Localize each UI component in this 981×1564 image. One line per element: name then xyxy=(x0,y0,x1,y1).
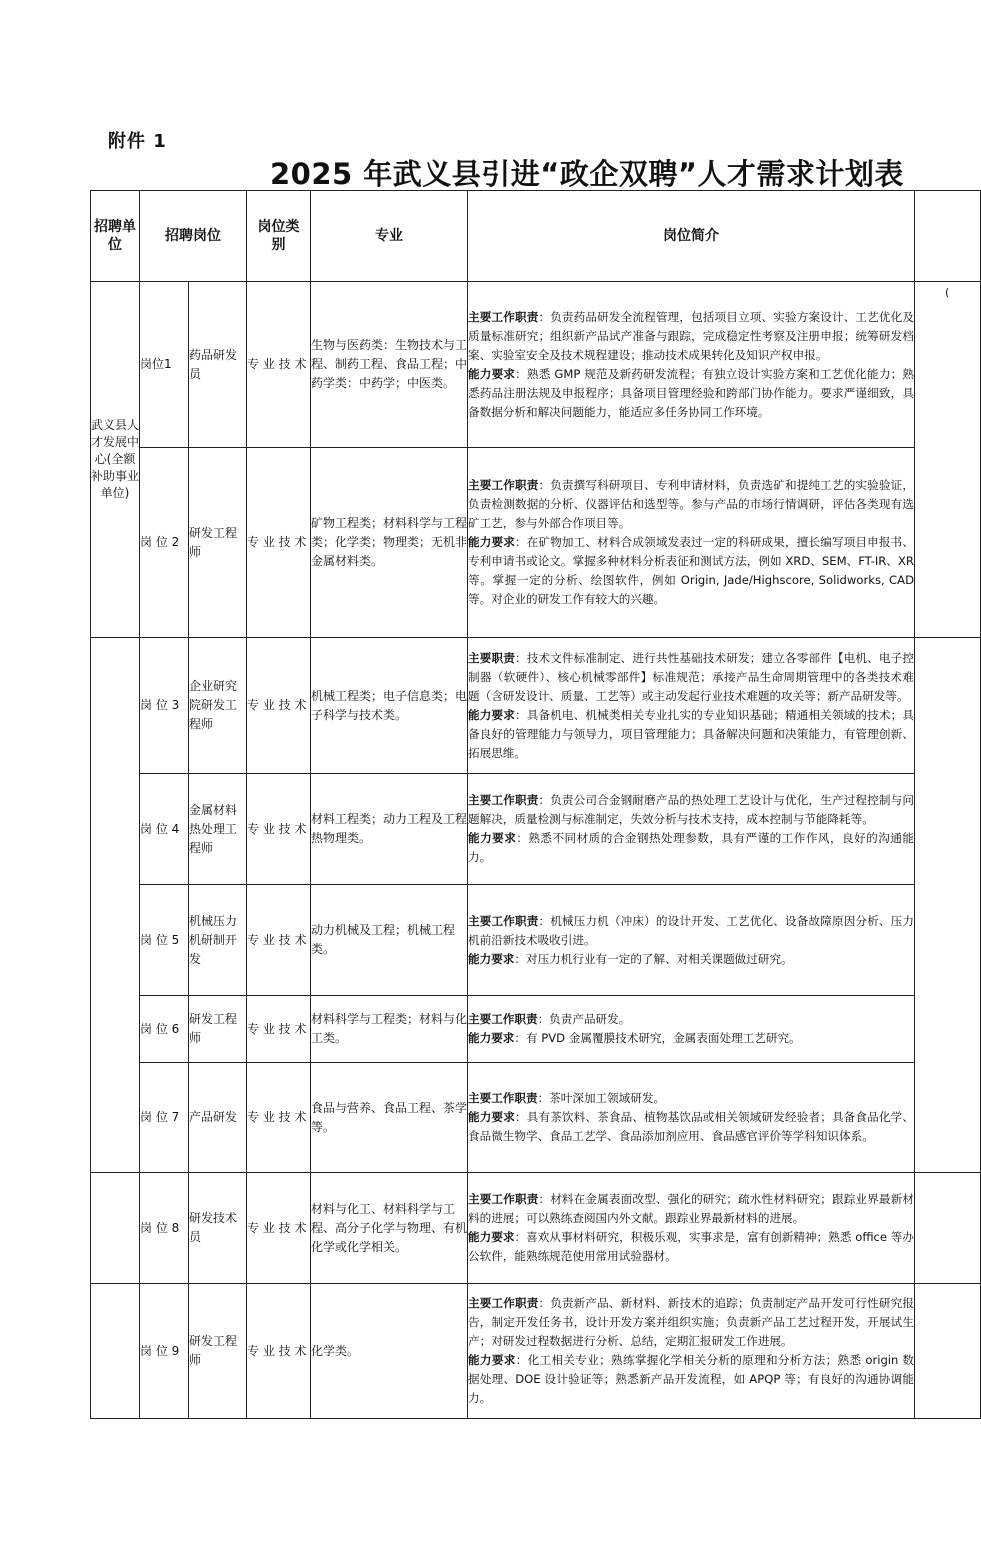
col-header-category: 岗位类别 xyxy=(247,191,311,282)
duty-text: ：技术文件标准制定、进行共性基础技术研发；建立各零部件【电机、电子控制器（软硬件）、核心机械零部件】标准规范；承接产品生命周期管理中的各类技术难题（含研发设计、质量、工艺等）或主动发起行业技术难题的攻关等；新产品研发等。 xyxy=(468,650,914,703)
requirement-text: ：在矿物加工、材料合成领域发表过一定的科研成果，擅长编写项目申报书、专利申请书或论文。掌握多种材料分析表征和测试方法，例如 XRD、SEM、FT-IR、XR 等。掌握一定的分析、绘图软件，例如 Origin, Jade/Highscore, Solidworks, CAD 等。对企业的研发工作有较大的兴趣。 xyxy=(468,535,914,606)
requirement-label: 能力要求 xyxy=(468,831,517,845)
table-row xyxy=(91,282,981,448)
extra-cell xyxy=(915,638,981,1173)
post-category: 专 业 技 术 xyxy=(247,885,311,996)
unit-cell: 武义县人才发展中心(全额补助事业单位) xyxy=(91,282,140,638)
post-major: 矿物工程类；材料科学与工程类；化学类；物理类；无机非金属材料类。 xyxy=(311,448,468,638)
extra-cell xyxy=(915,1284,981,1419)
post-name: 研发工程师 xyxy=(189,448,247,638)
requirement-text: ：熟悉 GMP 规范及新药研发流程；有独立设计实验方案和工艺优化能力；熟悉药品注册法规及申报程序；具备项目管理经验和跨部门协作能力。要求严谨细致，具备数据分析和解决问题能力，能适应多任务协同工作环境。 xyxy=(468,366,914,419)
duty-text: ：负责药品研发全流程管理，包括项目立项、实验方案设计、工艺优化及质量标准研究；组织新产品试产准备与跟踪，完成稳定性考察及注册申报；统筹研发档案、实验室安全及技术规程建设；推动技术成果转化及知识产权申报。 xyxy=(468,309,914,362)
post-major: 材料工程类；动力工程及工程热物理类。 xyxy=(311,774,468,885)
duty-text: ：机械压力机（冲床）的设计开发、工艺优化、设备故障原因分析、压力机前沿新技术吸收引进。 xyxy=(468,913,914,947)
post-major: 食品与营养、食品工程、茶学等。 xyxy=(311,1063,468,1173)
post-major: 动力机械及工程；机械工程类。 xyxy=(311,885,468,996)
requirement-label: 能力要求 xyxy=(468,535,515,549)
table-row xyxy=(91,774,981,885)
post-category: 专 业 技 术 xyxy=(247,1284,311,1419)
col-header-unit: 招聘单位 xyxy=(91,191,140,282)
post-category: 专 业 技 术 xyxy=(247,996,311,1063)
recruitment-table xyxy=(90,190,981,1419)
duty-label: 主要职责 xyxy=(468,650,515,665)
table-row xyxy=(91,448,981,638)
post-number: 岗 位 6 xyxy=(140,996,189,1063)
requirement-label: 能力要求 xyxy=(468,951,515,966)
table-row xyxy=(91,1063,981,1173)
col-header-description: 岗位简介 xyxy=(468,191,915,282)
col-header-extra xyxy=(915,191,981,282)
duty-text: ：茶叶深加工领域研发。 xyxy=(537,1091,666,1105)
duty-text: ：负责产品研发。 xyxy=(537,1012,631,1026)
duty-label: 主要工作职责 xyxy=(468,1296,539,1310)
table-row xyxy=(91,1173,981,1284)
table-row xyxy=(91,1284,981,1419)
requirement-text: ：具备机电、机械类相关专业扎实的专业知识基础；精通相关领域的技术；具备良好的管理能力与领导力，项目管理能力；具备解决问题和决策能力，有管理创新、拓展思维。 xyxy=(468,707,914,760)
post-major: 材料与化工、材料科学与工程、高分子化学与物理、有机化学或化学相关。 xyxy=(311,1173,468,1284)
post-description xyxy=(468,1173,915,1284)
post-description xyxy=(468,448,915,638)
post-name: 机械压力机研制开发 xyxy=(189,885,247,996)
requirement-label: 能力要求 xyxy=(468,707,515,722)
post-major: 生物与医药类：生物技术与工程、制药工程、食品工程；中药学类：中药学；中医类。 xyxy=(311,282,468,448)
requirement-label: 能力要求 xyxy=(468,1353,516,1367)
requirement-text: ：有 PVD 金属覆膜技术研究，金属表面处理工艺研究。 xyxy=(514,1031,801,1045)
post-description xyxy=(468,885,915,996)
edge-mark: ( xyxy=(915,282,981,638)
duty-text: ：负责撰写科研项目、专利申请材料，负责选矿和提纯工艺的实验验证，负责检测数据的分析、仪器评估和选型等。参与产品的市场行情调研，评估各类现有选矿工艺，参与外部合作项目等。 xyxy=(468,478,914,530)
unit-cell-empty xyxy=(91,638,140,1173)
requirement-text: ：熟悉不同材质的合金钢热处理参数，具有严谨的工作作风，良好的沟通能力。 xyxy=(468,831,914,864)
post-number: 岗 位 8 xyxy=(140,1173,189,1284)
unit-cell-empty xyxy=(91,1284,140,1419)
post-major: 化学类。 xyxy=(311,1284,468,1419)
post-number: 岗 位 4 xyxy=(140,774,189,885)
post-number: 岗 位 3 xyxy=(140,638,189,774)
extra-cell xyxy=(915,1173,981,1284)
post-category: 专 业 技 术 xyxy=(247,448,311,638)
duty-text: ：负责公司合金钢耐磨产品的热处理工艺设计与优化，生产过程控制与问题解决，质量检测与标准制定，失效分析与技术支持，成本控制与节能降耗等。 xyxy=(468,793,914,826)
duty-label: 主要工作职责 xyxy=(468,1091,538,1105)
duty-label: 主要工作职责 xyxy=(468,793,539,807)
duty-label: 主要工作职责 xyxy=(468,913,539,928)
requirement-label: 能力要求 xyxy=(468,1230,515,1244)
post-description xyxy=(468,1284,915,1419)
post-description xyxy=(468,282,915,448)
post-major: 机械工程类；电子信息类；电子科学与技术类。 xyxy=(311,638,468,774)
post-name: 金属材料热处理工程师 xyxy=(189,774,247,885)
post-description xyxy=(468,638,915,774)
post-name: 企业研究院研发工程师 xyxy=(189,638,247,774)
post-number: 岗 位 2 xyxy=(140,448,189,638)
duty-text: ：材料在金属表面改型、强化的研究；疏水性材料研究；跟踪业界最新材料的进展；可以熟练查阅国内外文献。跟踪业界最新材料的进展。 xyxy=(468,1192,914,1225)
post-category: 专 业 技 术 xyxy=(247,1173,311,1284)
post-name: 研发技术员 xyxy=(189,1173,247,1284)
requirement-label: 能力要求 xyxy=(468,1110,515,1124)
table-row xyxy=(91,996,981,1063)
post-number: 岗位1 xyxy=(140,282,189,448)
col-header-major: 专业 xyxy=(311,191,468,282)
post-category: 专 业 技 术 xyxy=(247,638,311,774)
post-number: 岗 位 7 xyxy=(140,1063,189,1173)
post-category: 专 业 技 术 xyxy=(247,774,311,885)
post-number: 岗 位 5 xyxy=(140,885,189,996)
duty-label: 主要工作职责 xyxy=(468,1012,538,1026)
post-name: 研发工程师 xyxy=(189,996,247,1063)
requirement-label: 能力要求 xyxy=(468,366,516,381)
post-major: 材料科学与工程类；材料与化工类。 xyxy=(311,996,468,1063)
duty-label: 主要工作职责 xyxy=(468,1192,539,1206)
post-name: 药品研发员 xyxy=(189,282,247,448)
duty-text: ：负责新产品、新材料、新技术的追踪；负责制定产品开发可行性研究报告，制定开发任务书，设计开发方案并组织实施；负责新产品工艺过程开发，开展试生产；对研发过程数据进行分析、总结，定期汇报研发工作进展。 xyxy=(468,1296,914,1348)
post-category: 专 业 技 术 xyxy=(247,1063,311,1173)
post-description xyxy=(468,774,915,885)
table-row xyxy=(91,885,981,996)
post-name: 研发工程师 xyxy=(189,1284,247,1419)
requirement-text: ：对压力机行业有一定的了解、对相关课题做过研究。 xyxy=(514,951,793,966)
table-row xyxy=(91,638,981,774)
post-description xyxy=(468,996,915,1063)
unit-cell-empty xyxy=(91,1173,140,1284)
requirement-label: 能力要求 xyxy=(468,1031,515,1045)
attachment-label: 附件 1 xyxy=(108,131,167,152)
col-header-post: 招聘岗位 xyxy=(140,191,247,282)
post-number: 岗 位 9 xyxy=(140,1284,189,1419)
duty-label: 主要工作职责 xyxy=(468,309,539,324)
table-header-row xyxy=(91,191,981,282)
duty-label: 主要工作职责 xyxy=(468,478,539,492)
requirement-text: ：喜欢从事材料研究，积极乐观，实事求是，富有创新精神；熟悉 office 等办公软件，能熟练规范使用常用试验器材。 xyxy=(468,1230,914,1263)
post-description xyxy=(468,1063,915,1173)
requirement-text: ：化工相关专业；熟练掌握化学相关分析的原理和分析方法；熟悉 origin 数据处理、DOE 设计验证等；熟悉新产品开发流程，如 APQP 等；有良好的沟通协调能力。 xyxy=(468,1353,914,1405)
page-title: 2025 年武义县引进“政企双聘”人才需求计划表 xyxy=(270,157,904,191)
requirement-text: ：具有茶饮料、茶食品、植物基饮品或相关领域研发经验者；具备食品化学、食品微生物学、食品工艺学、食品添加剂应用、食品感官评价等学科知识体系。 xyxy=(468,1110,914,1143)
post-name: 产品研发 xyxy=(189,1063,247,1173)
post-category: 专 业 技 术 xyxy=(247,282,311,448)
